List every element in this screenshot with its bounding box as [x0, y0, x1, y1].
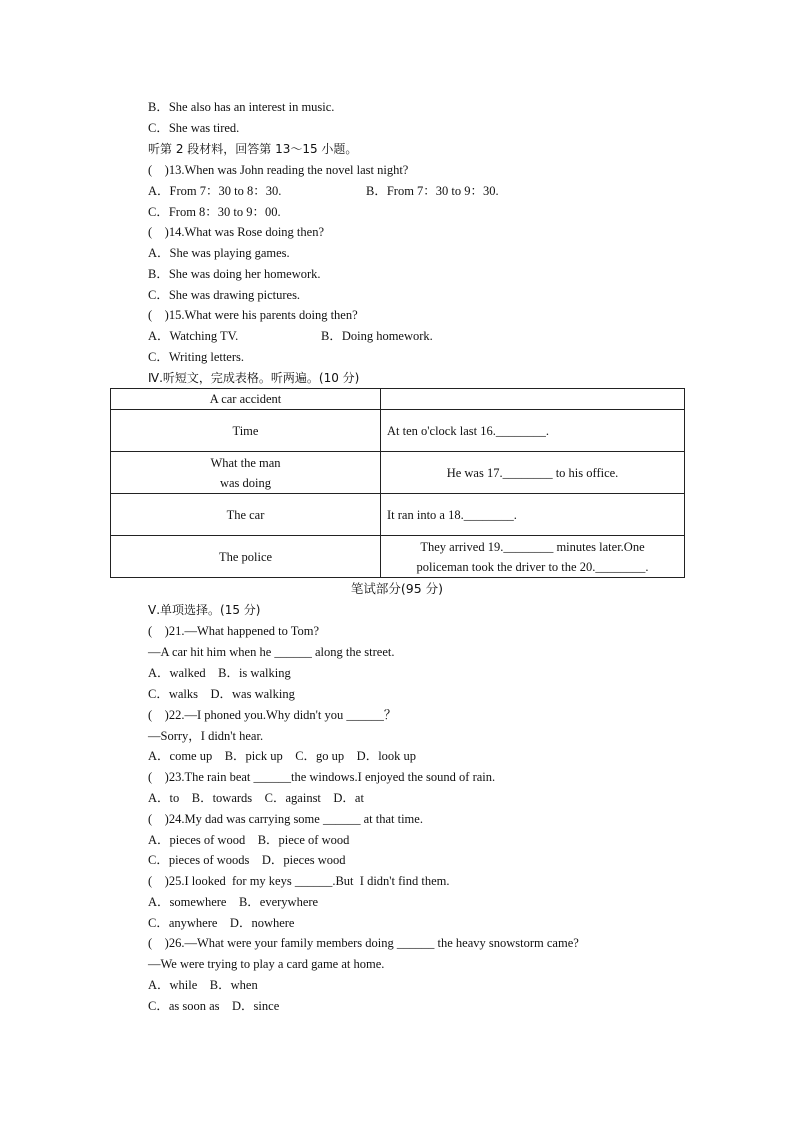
- table-row-car: [111, 494, 685, 536]
- options-25-cd: C．anywhere D．nowhere: [148, 916, 295, 930]
- option-12b: B．She also has an interest in music.: [148, 100, 335, 114]
- row-value-police-line2: policeman took the driver to the 20.________.: [416, 559, 649, 574]
- question-26-reply: —We were trying to play a card game at home.: [148, 957, 385, 971]
- row-value-time: At ten o'clock last 16.________.: [381, 410, 685, 452]
- option-14a: A．She was playing games.: [148, 246, 290, 260]
- question-21-reply: —A car hit him when he ______ along the street.: [148, 645, 395, 659]
- options-21-ab: A．walked B．is walking: [148, 666, 291, 680]
- table-row-man: [111, 452, 685, 494]
- question-26: ( )26.—What were your family members doing ______ the heavy snowstorm came?: [148, 936, 579, 950]
- table-row-time: [111, 410, 685, 452]
- question-14: ( )14.What was Rose doing then?: [148, 225, 325, 239]
- option-13a: A．From 7：30 to 8：30.: [148, 184, 282, 198]
- options-25-ab: A．somewhere B．everywhere: [148, 895, 319, 909]
- option-15b: B．Doing homework.: [321, 329, 433, 343]
- options-21-cd: C．walks D．was walking: [148, 687, 295, 701]
- row-label-man: [111, 452, 381, 494]
- row-label-police: The police: [111, 536, 381, 578]
- options-26-cd: C．as soon as D．since: [148, 999, 280, 1013]
- section-4-heading: Ⅳ.听短文，完成表格。听两遍。(10 分): [148, 371, 360, 385]
- options-22: A．come up B．pick up C．go up D．look up: [148, 749, 417, 763]
- table-header-right: [381, 389, 685, 410]
- row-label-car: The car: [111, 494, 381, 536]
- question-24: ( )24.My dad was carrying some ______ at that time.: [148, 812, 423, 826]
- row-label-man-line1: What the man: [210, 455, 281, 470]
- option-13c: C．From 8：30 to 9：00.: [148, 205, 281, 219]
- table-row-header: [111, 389, 685, 410]
- table-row-police: [111, 536, 685, 578]
- options-23: A．to B．towards C．against D．at: [148, 791, 364, 805]
- question-22-reply: —Sorry，I didn't hear.: [148, 729, 264, 743]
- table-header-left: A car accident: [111, 389, 381, 410]
- row-value-man: He was 17.________ to his office.: [381, 452, 685, 494]
- options-26-ab: A．while B．when: [148, 978, 258, 992]
- question-21: ( )21.—What happened to Tom?: [148, 624, 320, 638]
- section-5-heading: Ⅴ.单项选择。(15 分): [148, 603, 261, 617]
- options-24-ab: A．pieces of wood B．piece of wood: [148, 833, 350, 847]
- option-15a: A．Watching TV.: [148, 329, 239, 343]
- question-13: ( )13.When was John reading the novel last night?: [148, 163, 409, 177]
- section-instruction-2: 听第 2 段材料，回答第 13～15 小题。: [148, 142, 358, 156]
- option-12c: C．She was tired.: [148, 121, 240, 135]
- written-part-title: 笔试部分(95 分): [350, 581, 444, 596]
- option-14c: C．She was drawing pictures.: [148, 288, 301, 302]
- option-15c: C．Writing letters.: [148, 350, 245, 364]
- question-15: ( )15.What were his parents doing then?: [148, 308, 358, 322]
- accident-table: [110, 388, 685, 578]
- option-14b: B．She was doing her homework.: [148, 267, 321, 281]
- row-value-police-line1: They arrived 19.________ minutes later.One: [420, 539, 645, 554]
- row-label-man-line2: was doing: [219, 475, 272, 490]
- question-25: ( )25.I looked for my keys ______.But I didn't find them.: [148, 874, 450, 888]
- question-23: ( )23.The rain beat ______the windows.I enjoyed the sound of rain.: [148, 770, 496, 784]
- row-value-car: It ran into a 18.________.: [381, 494, 685, 536]
- options-24-cd: C．pieces of woods D．pieces wood: [148, 853, 346, 867]
- question-22: ( )22.—I phoned you.Why didn't you ______？: [148, 708, 397, 722]
- option-13b: B．From 7：30 to 9：30.: [366, 184, 499, 198]
- row-label-time: Time: [111, 410, 381, 452]
- row-value-police: [381, 536, 685, 578]
